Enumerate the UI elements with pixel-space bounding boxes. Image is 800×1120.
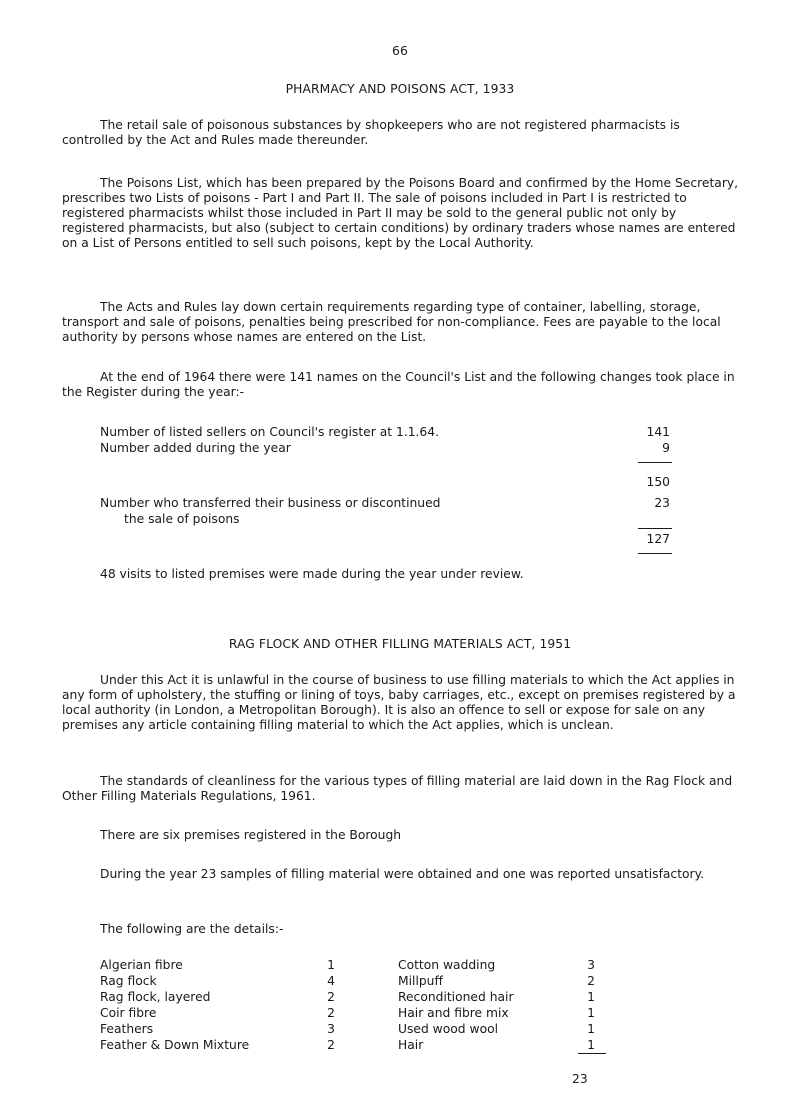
register-label: Number who transferred their business or discontinued [100,496,441,510]
paragraph [62,118,742,148]
register-value: 141 [646,425,670,439]
register-total: 127 [646,532,670,546]
paragraph [62,922,742,937]
register-row [100,425,670,440]
paragraph-text: There are six premises registered in the Borough [100,828,402,842]
material-name: Cotton wadding [398,958,496,972]
material-count: 1 [587,1022,595,1036]
material-name: Feather & Down Mixture [100,1038,250,1052]
material-name: Rag flock, layered [100,990,211,1004]
material-count: 3 [587,958,595,972]
paragraph [62,370,742,400]
material-count: 1 [587,1038,595,1052]
register-subtotal: 150 [646,475,670,489]
material-name: Hair and fibre mix [398,1006,509,1020]
material-count: 1 [587,990,595,1004]
details-total: 23 [572,1072,588,1086]
paragraph [62,673,742,733]
sum-rule [638,462,672,463]
paragraph-text: Under this Act it is unlawful in the course of business to use filling materials to which the Act applies in any form of upholstery, the stuffing or lining of toys, baby carriages, etc., except on premises registered by a local authority (in London, a Metropolitan Borough). It is also an offence to sell or expose for sale on any premises any article containing filling material to which the Act applies, which is unclean. [62,673,736,732]
register-row [100,441,670,456]
register-label-continued: the sale of poisons [124,512,240,526]
paragraph-text: The retail sale of poisonous substances by shopkeepers who are not registered pharmacists is controlled by the Act and Rules made thereunder. [62,118,680,147]
paragraph-text: 48 visits to listed premises were made during the year under review. [100,567,524,581]
section-title-rag-flock: RAG FLOCK AND OTHER FILLING MATERIALS ACT, 1951 [228,637,572,651]
material-name: Millpuff [398,974,443,988]
material-count: 2 [327,1038,335,1052]
paragraph-text: The Acts and Rules lay down certain requirements regarding type of container, labelling, storage, transport and sale of poisons, penalties being prescribed for non-compliance. Fees are payable to the local authority by persons whose names are entered on the List. [62,300,721,344]
page-number: 66 [392,43,408,58]
material-count: 1 [587,1006,595,1020]
register-value: 9 [662,441,670,455]
register-label: Number of listed sellers on Council's register at 1.1.64. [100,425,439,439]
paragraph-text: The standards of cleanliness for the various types of filling material are laid down in the Rag Flock and Other Filling Materials Regulations, 1961. [62,774,733,803]
register-value: 23 [654,496,670,510]
paragraph [100,567,740,582]
paragraph [62,300,742,345]
material-count: 2 [327,1006,335,1020]
material-count: 1 [327,958,335,972]
paragraph [62,867,742,882]
paragraph [62,176,742,251]
paragraph-text: The Poisons List, which has been prepared by the Poisons Board and confirmed by the Home Secretary, prescribes two Lists of poisons - Part I and Part II. The sale of poisons included in Part I is restricted to registered pharmacists whilst those included in Part II may be sold to the general public not only by registered pharmacists, but also (subject to certain conditions) by ordinary traders whose names are entered on a List of Persons entitled to sell such poisons, kept by the Local Authority. [62,176,739,250]
paragraph-text: During the year 23 samples of filling material were obtained and one was reported unsatisfactory. [100,867,705,881]
material-name: Coir fibre [100,1006,157,1020]
paragraph-text: The following are the details:- [100,922,284,936]
register-row-continued [124,512,670,527]
section-title-pharmacy: PHARMACY AND POISONS ACT, 1933 [285,82,515,96]
material-name: Used wood wool [398,1022,499,1036]
material-count: 2 [327,990,335,1004]
material-name: Feathers [100,1022,154,1036]
material-name: Rag flock [100,974,157,988]
paragraph-text: At the end of 1964 there were 141 names on the Council's List and the following changes took place in the Register during the year:- [62,370,735,399]
total-rule [578,1053,606,1054]
material-name: Reconditioned hair [398,990,514,1004]
register-label: Number added during the year [100,441,291,455]
paragraph [62,828,742,843]
register-row [100,496,670,511]
total-rule [638,553,672,554]
material-name: Algerian fibre [100,958,183,972]
material-count: 4 [327,974,335,988]
material-count: 3 [327,1022,335,1036]
material-name: Hair [398,1038,424,1052]
material-count: 2 [587,974,595,988]
paragraph [62,774,742,804]
sum-rule [638,528,672,529]
